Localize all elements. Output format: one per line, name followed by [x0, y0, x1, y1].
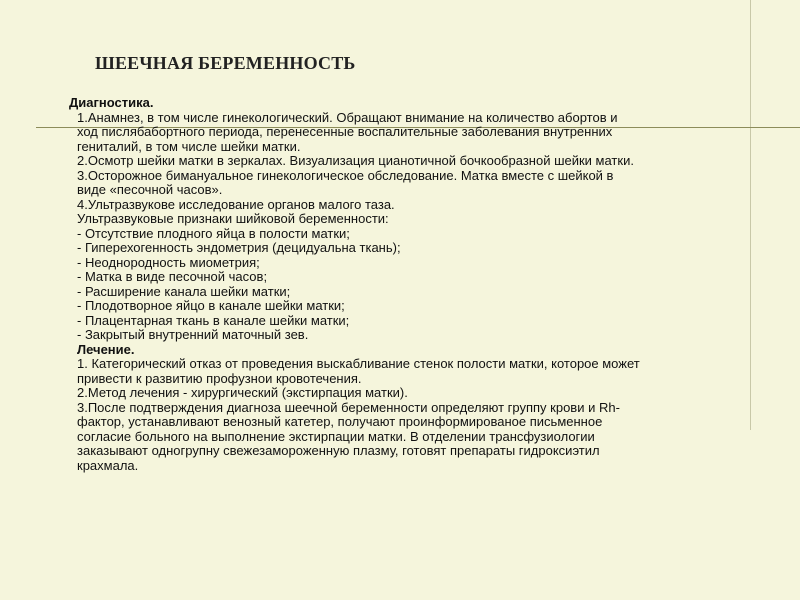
- treatment-line: 1. Категорический отказ от проведения выскабливание стенок полости матки, которое может: [77, 356, 640, 371]
- diagnostics-line: виде «песочной часов».: [77, 182, 223, 197]
- treatment-line: крахмала.: [77, 457, 139, 473]
- diagnostics-line: - Отсутствие плодного яйца в полости матки;: [77, 225, 350, 241]
- treatment-line: 2.Метод лечения - хирургический (экстирпация матки).: [77, 385, 408, 400]
- diagnostics-line: 2.Осмотр шейки матки в зеркалах. Визуализация цианотичной бочкообразной шейки матки.: [77, 153, 634, 168]
- slide-title: ШЕЕЧНАЯ БЕРЕМЕННОСТЬ: [95, 53, 356, 73]
- treatment-line: 3.После подтверждения диагноза шеечной беременности определяют группу крови и Rh-: [77, 399, 620, 415]
- diagnostics-line: - Плодотворное яйцо в канале шейки матки;: [77, 298, 345, 313]
- diagnostics-heading: Диагностика.: [69, 95, 154, 110]
- diagnostics-line: гениталий, в том числе шейки матки.: [77, 138, 301, 154]
- treatment-line: фактор, устанавливают венозный катетер, получают проинформированое письменное: [77, 414, 603, 429]
- diagnostics-line: 3.Осторожное бимануальное гинекологическое обследование. Матка вместе с шейкой в: [77, 167, 614, 183]
- diagnostics-line: ход пислябабортного периода, перенесенные воспалительные заболевания внутренних: [77, 124, 613, 139]
- diagnostics-line: - Плацентарная ткань в канале шейки матки;: [77, 312, 350, 328]
- treatment-line: заказывают одногрупну свежезамороженную плазму, готовят препараты гидроксиэтил: [77, 443, 600, 458]
- diagnostics-line: Ультразвуковые признаки шийковой беременности:: [77, 211, 389, 226]
- diagnostics-line: 4.Ультразвукове исследование органов малого таза.: [77, 196, 395, 212]
- treatment-heading: Лечение.: [77, 341, 135, 357]
- treatment-line: согласие больного на выполнение экстирпации матки. В отделении трансфузиологии: [77, 428, 595, 444]
- diagnostics-line: - Гиперехогенность эндометрия (децидуальна ткань);: [77, 240, 401, 255]
- diagnostics-line: 1.Анамнез, в том числе гинекологический. Обращают внимание на количество абортов и: [77, 109, 618, 125]
- diagnostics-line: - Расширение канала шейки матки;: [77, 283, 291, 299]
- treatment-line: привести к развитию профузнои кровотечения.: [77, 370, 362, 386]
- diagnostics-line: - Матка в виде песочной часов;: [77, 269, 268, 284]
- diagnostics-line: - Неоднородность миометрия;: [77, 254, 260, 270]
- diagnostics-line: - Закрытый внутренний маточный зев.: [77, 327, 309, 342]
- slide-content: [69, 96, 759, 473]
